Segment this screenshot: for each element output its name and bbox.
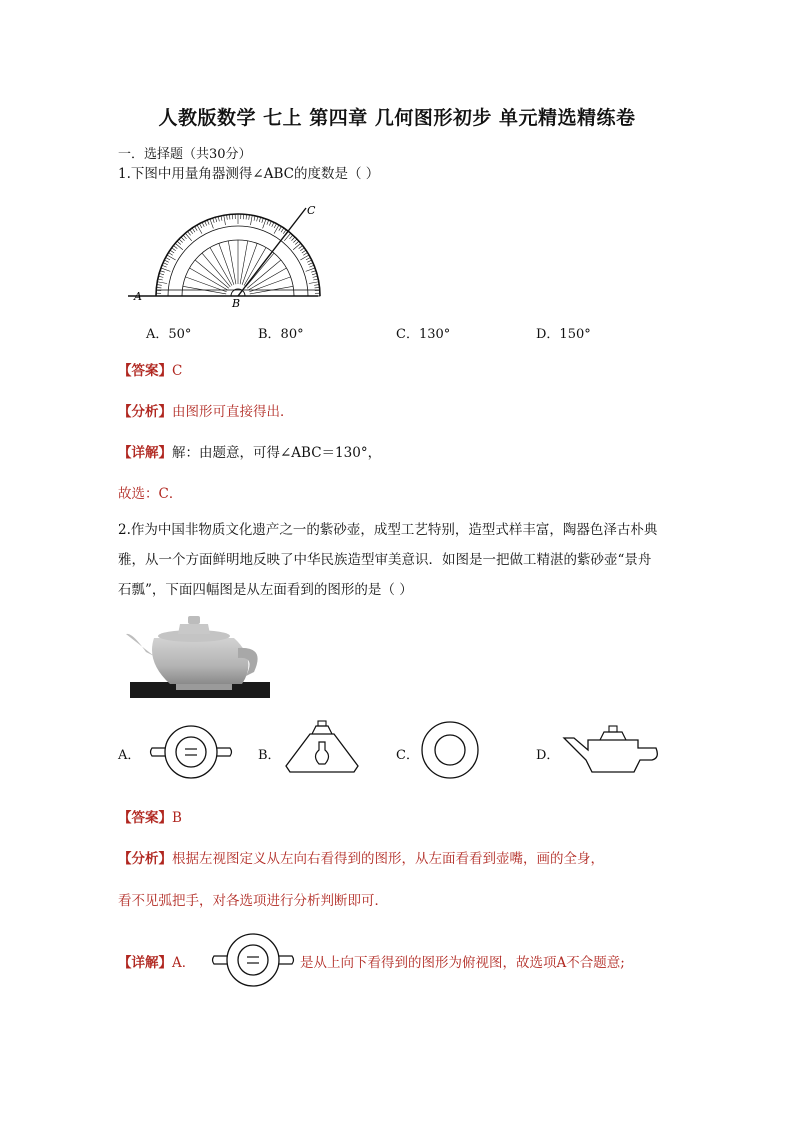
protractor-tick bbox=[172, 248, 176, 251]
protractor-tick bbox=[257, 216, 258, 221]
protractor-tick bbox=[279, 226, 282, 230]
protractor-tick bbox=[312, 273, 317, 274]
protractor-tick bbox=[160, 271, 165, 273]
protractor-tick bbox=[215, 217, 216, 222]
protractor-tick bbox=[159, 273, 164, 274]
protractor-tick bbox=[175, 243, 183, 249]
protractor-tick bbox=[302, 250, 306, 253]
protractor-tick bbox=[173, 246, 177, 249]
protractor-tick bbox=[224, 215, 226, 225]
protractor-tick bbox=[183, 235, 186, 239]
q2-analysis-line2: 看不见弧把手，对各选项进行分析判断即可． bbox=[118, 893, 388, 909]
ring-figure bbox=[418, 720, 482, 780]
protractor-tick bbox=[263, 219, 266, 228]
q1-detail: 【详解】解：由题意，可得∠ABC＝130°， bbox=[118, 445, 382, 461]
protractor-tick bbox=[262, 218, 264, 223]
protractor-tick bbox=[161, 268, 170, 271]
protractor-tick bbox=[303, 253, 307, 256]
protractor-tick bbox=[274, 224, 276, 228]
protractor-tick bbox=[272, 222, 274, 226]
protractor-tick bbox=[221, 216, 222, 221]
protractor-tick bbox=[185, 233, 191, 241]
top-view-figure bbox=[148, 722, 234, 782]
protractor-tick bbox=[306, 268, 315, 271]
protractor-tick bbox=[162, 265, 167, 267]
protractor-tick bbox=[190, 230, 193, 234]
protractor-ray bbox=[219, 243, 234, 284]
protractor-tick bbox=[218, 216, 219, 221]
protractor-tick bbox=[293, 243, 301, 249]
protractor-tick bbox=[188, 231, 191, 235]
left-view-figure bbox=[282, 718, 362, 776]
protractor-tick bbox=[311, 271, 316, 273]
protractor-tick bbox=[181, 237, 184, 241]
protractor-tick bbox=[308, 263, 313, 265]
protractor-tick bbox=[157, 285, 162, 286]
protractor-tick bbox=[213, 218, 215, 223]
protractor-tick bbox=[158, 276, 163, 277]
protractor-tick bbox=[307, 260, 311, 262]
protractor-tick bbox=[177, 241, 181, 244]
protractor-tick bbox=[205, 221, 207, 226]
protractor-tick bbox=[168, 253, 172, 256]
q1-analysis: 【分析】由图形可直接得出． bbox=[118, 404, 294, 420]
label-a: A bbox=[134, 290, 142, 303]
q2-option-a[interactable]: A． bbox=[118, 748, 141, 763]
protractor-tick bbox=[163, 263, 168, 265]
protractor-figure bbox=[128, 198, 328, 310]
label-b: B bbox=[232, 297, 241, 310]
q2-answer: 【答案】B bbox=[118, 810, 182, 826]
q2-option-d[interactable]: D． bbox=[536, 748, 560, 763]
protractor-tick bbox=[291, 237, 294, 241]
protractor-tick bbox=[254, 216, 255, 221]
protractor-tick bbox=[295, 241, 299, 244]
q1-option-d[interactable]: D．150° bbox=[536, 327, 591, 342]
protractor-tick bbox=[164, 260, 168, 262]
protractor-tick bbox=[207, 220, 209, 225]
protractor-tick bbox=[313, 276, 318, 277]
q2-detail-text: 是从上向下看得到的图形为俯视图，故选项A不合题意; bbox=[300, 955, 625, 971]
protractor-ray bbox=[228, 241, 236, 284]
q2-detail-label: 【详解】A． bbox=[118, 955, 196, 971]
protractor-tick bbox=[306, 258, 310, 260]
protractor-tick bbox=[195, 226, 198, 230]
q1-option-b[interactable]: B．80° bbox=[258, 327, 304, 342]
q1-answer: 【答案】C bbox=[118, 363, 183, 379]
protractor-tick bbox=[200, 224, 202, 228]
front-view-figure bbox=[560, 720, 664, 776]
protractor-tick bbox=[281, 228, 284, 232]
q1-option-a[interactable]: A．50° bbox=[146, 327, 192, 342]
protractor-tick bbox=[314, 285, 319, 286]
protractor-tick bbox=[227, 215, 228, 220]
protractor-tick bbox=[251, 215, 253, 225]
protractor-tick bbox=[300, 248, 304, 251]
protractor-tick bbox=[313, 279, 318, 280]
q1-stem: 1.下图中用量角器测得∠ABC的度数是（ ） bbox=[118, 166, 380, 182]
protractor-tick bbox=[249, 215, 250, 220]
section-heading: 一．选择题（共30分） bbox=[118, 147, 252, 162]
protractor-tick bbox=[299, 246, 303, 249]
protractor-tick bbox=[210, 219, 213, 228]
protractor-ray bbox=[240, 241, 248, 284]
q1-option-c[interactable]: C．130° bbox=[396, 327, 451, 342]
q2-stem-line1: 2.作为中国非物质文化遗产之一的紫砂壶，成型工艺特别，造型式样丰富，陶器色泽古朴典 bbox=[118, 522, 658, 538]
protractor-ray bbox=[242, 243, 257, 284]
protractor-tick bbox=[157, 282, 167, 284]
protractor-tick bbox=[170, 250, 174, 253]
q1-conclusion: 故选：C． bbox=[118, 486, 183, 502]
page-title: 人教版数学 七上 第四章 几何图形初步 单元精选精练卷 bbox=[158, 107, 636, 129]
protractor-tick bbox=[269, 221, 271, 226]
protractor-tick bbox=[309, 282, 319, 284]
protractor-tick bbox=[309, 265, 314, 267]
q2-option-b[interactable]: B． bbox=[258, 748, 281, 763]
protractor-tick bbox=[267, 220, 269, 225]
protractor-tick bbox=[192, 228, 195, 232]
protractor-tick bbox=[259, 217, 260, 222]
q2-option-c[interactable]: C． bbox=[396, 748, 419, 763]
protractor-tick bbox=[158, 279, 163, 280]
detail-top-view-figure bbox=[210, 930, 296, 990]
protractor-tick bbox=[293, 239, 297, 242]
q2-stem-line3: 石瓢”，下面四幅图是从左面看到的图形的是（ ） bbox=[118, 582, 413, 598]
q2-stem-line2: 雅，从一个方面鲜明地反映了中华民族造型审美意识．如图是一把做工精湛的紫砂壶“景舟 bbox=[118, 552, 652, 568]
q2-analysis-line1: 【分析】根据左视图定义从左向右看得到的图形，从左面看看到壶嘴，画的全身， bbox=[118, 851, 604, 867]
protractor-tick bbox=[290, 235, 293, 239]
label-c: C bbox=[307, 204, 316, 217]
protractor-tick bbox=[202, 222, 204, 226]
teapot-photo bbox=[124, 612, 270, 698]
protractor-tick bbox=[179, 239, 183, 242]
protractor-tick bbox=[166, 258, 170, 260]
